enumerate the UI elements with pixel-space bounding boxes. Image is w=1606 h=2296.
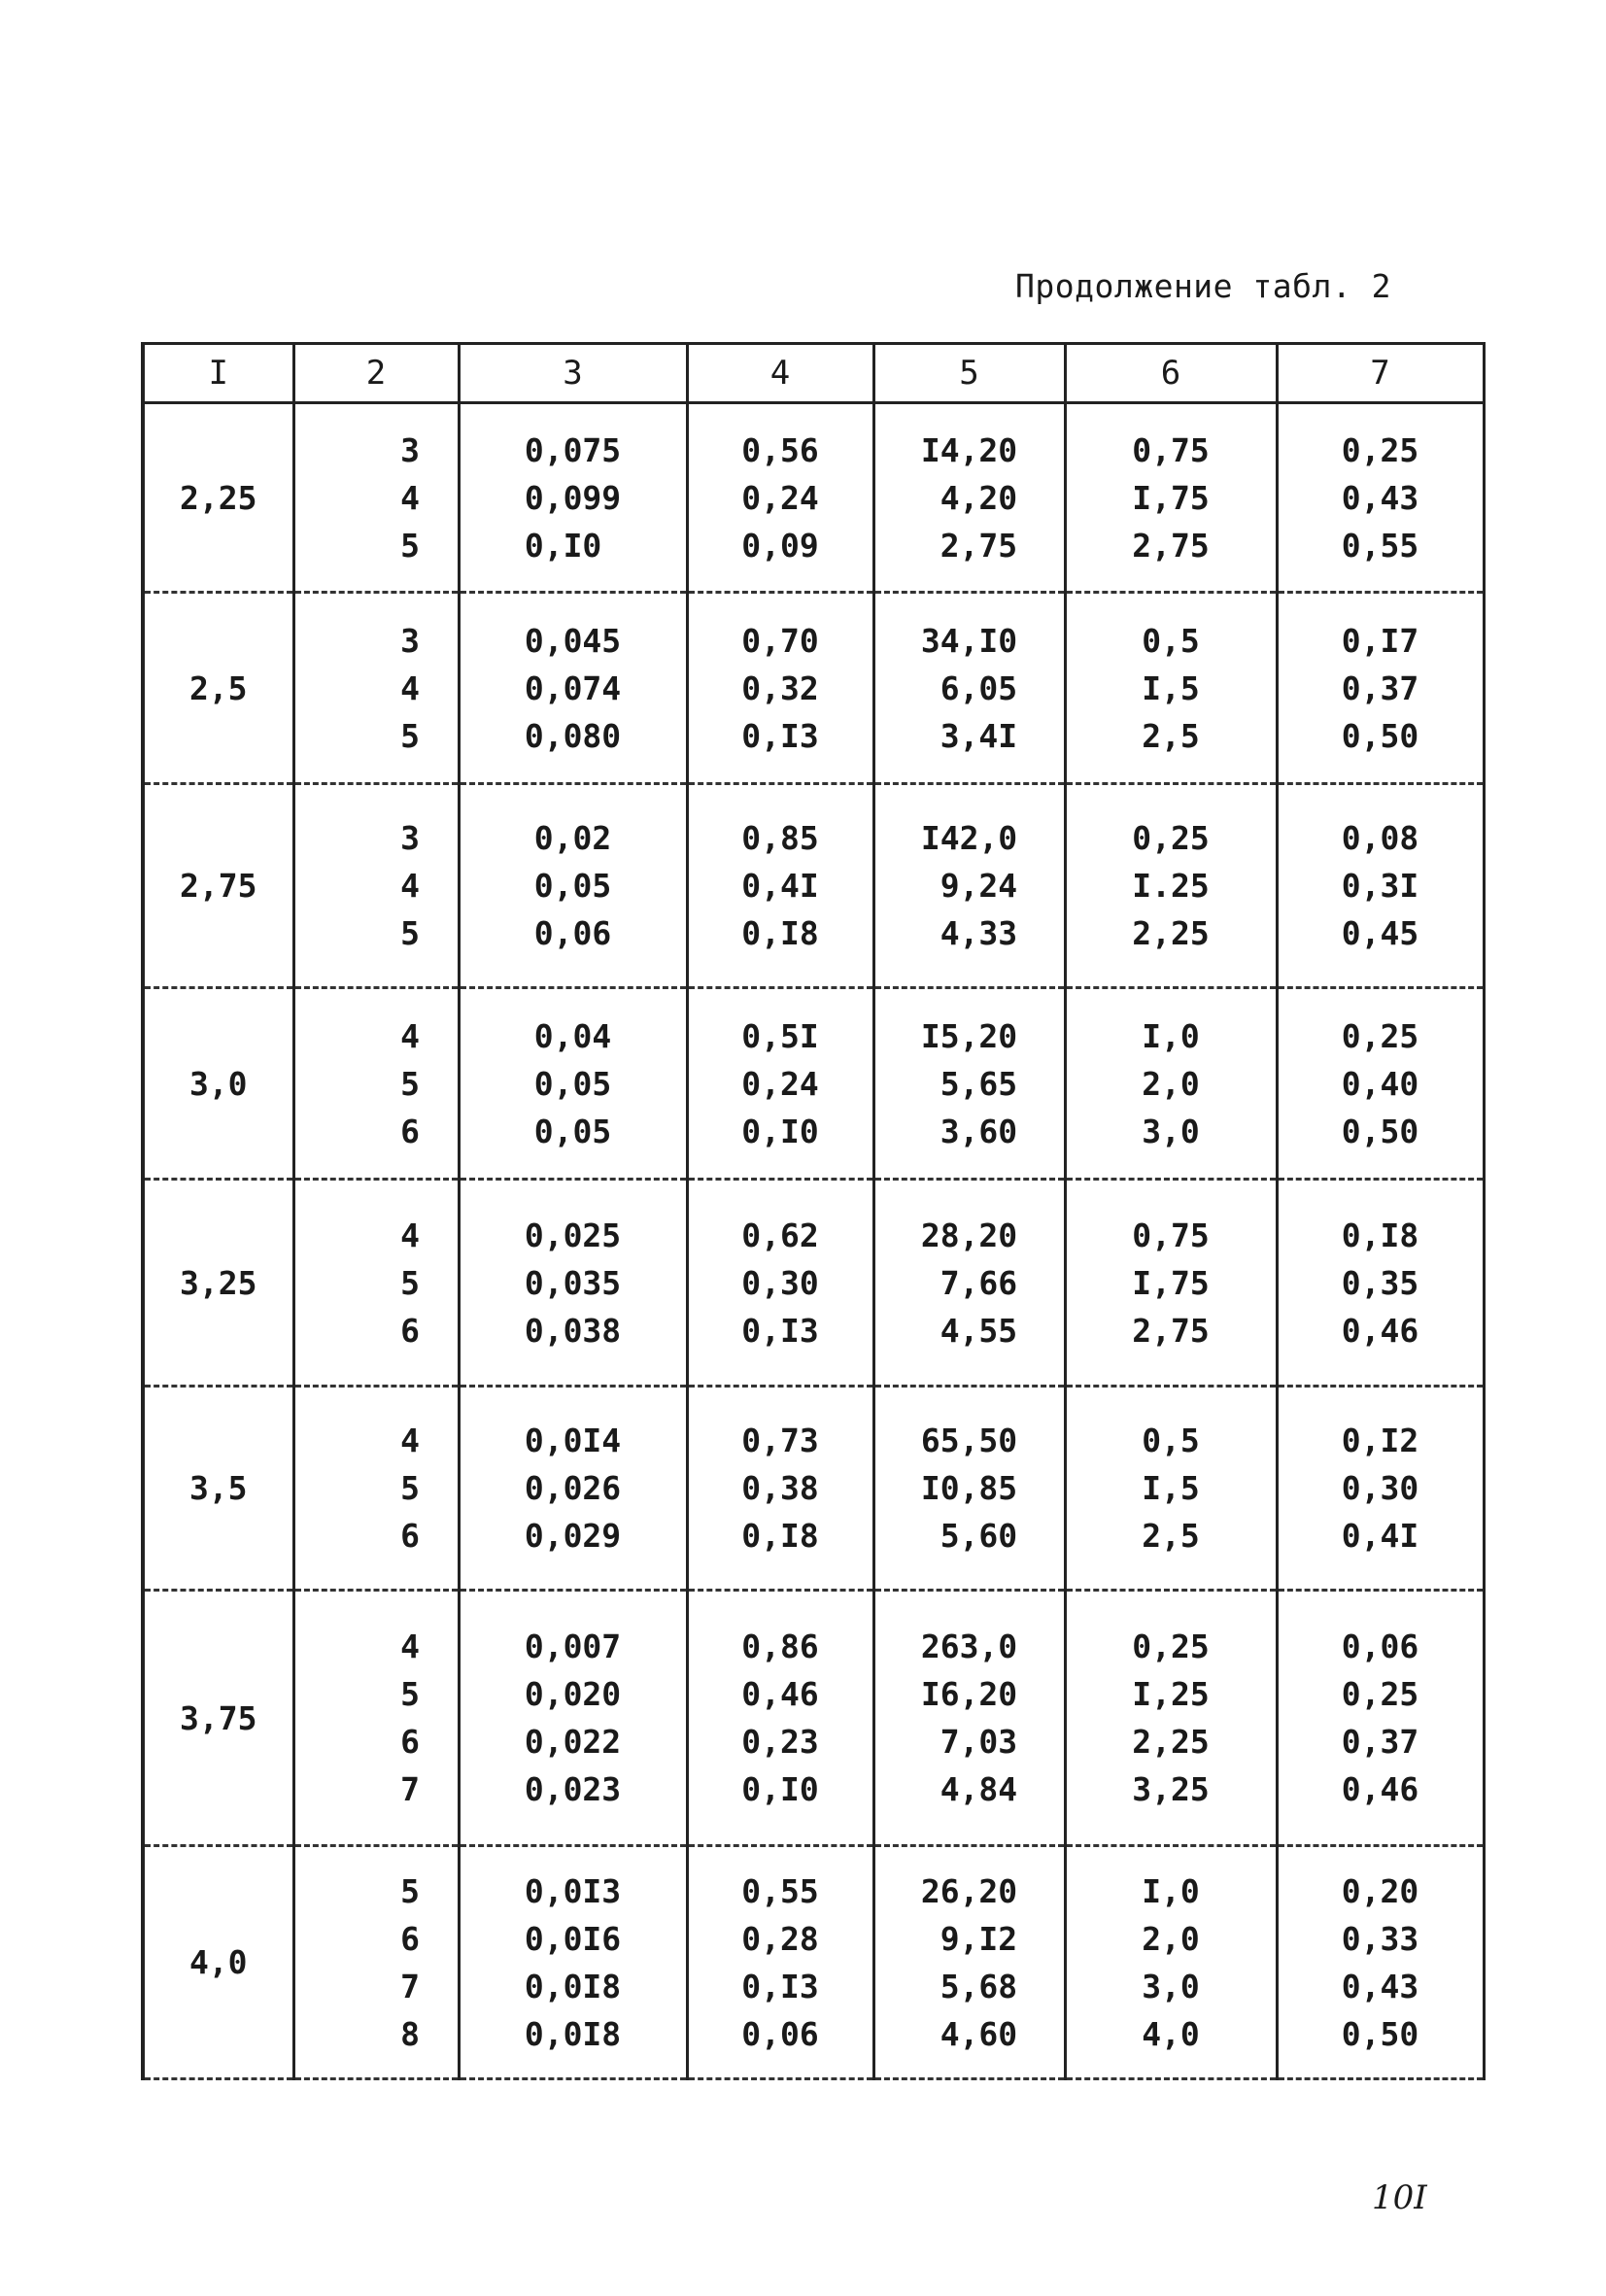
table-cell-col-5 [873,1180,1065,1387]
header-row [143,344,1484,403]
cell-values: 4 5 6 [400,1422,420,1555]
table-cell-col-1 [143,1180,293,1387]
table-cell-col-1 [143,784,293,988]
cell-values: 3,25 [180,1263,257,1302]
table-cell-col-2 [293,1387,459,1591]
table-row [143,988,1484,1180]
table-continuation-heading: Продолжение табл. 2 [1015,267,1391,305]
table-cell-col-6 [1065,1387,1277,1591]
column-header: 2 [293,344,459,403]
cell-values: I42,0 9,24 4,33 [920,819,1018,952]
cell-values: 34,I0 6,05 3,4I [920,621,1018,755]
cell-values: 3,0 [188,1064,248,1103]
cell-values: 0,025 0,035 0,038 [524,1216,622,1350]
cell-values: 2,25 [180,478,257,517]
table-cell-col-3 [459,1180,687,1387]
cell-values: 0,5 I,5 2,5 [1142,1422,1200,1555]
table-cell-col-4 [687,1846,873,2079]
cell-values: 0,70 0,32 0,I3 [741,621,819,755]
table-cell-col-4 [687,784,873,988]
cell-values: 0,5I 0,24 0,I0 [741,1016,819,1150]
cell-values: 0,75 I,75 2,75 [1132,1216,1210,1350]
table-row [143,1591,1484,1846]
cell-values: 0,56 0,24 0,09 [741,430,819,565]
table-row [143,403,1484,593]
cell-values: 0,55 0,28 0,I3 0,06 [741,1871,819,2053]
table-cell-col-4 [687,1387,873,1591]
data-table [141,342,1486,2080]
table-cell-col-5 [873,1846,1065,2079]
cell-values: 0,25 0,40 0,50 [1341,1016,1419,1150]
cell-values: 0,25 0,43 0,55 [1341,430,1419,565]
cell-values: 0,25 I.25 2,25 [1132,819,1210,952]
cell-values: 28,20 7,66 4,55 [920,1216,1018,1350]
table-cell-col-2 [293,593,459,784]
cell-values: 0,75 I,75 2,75 [1132,430,1210,565]
table-row [143,1180,1484,1387]
cell-values: 26,20 9,I2 5,68 4,60 [920,1871,1018,2053]
cell-values: 4,0 [188,1943,248,1981]
cell-values: 65,50 I0,85 5,60 [920,1422,1018,1555]
table-cell-col-5 [873,593,1065,784]
cell-values: I5,20 5,65 3,60 [920,1016,1018,1150]
table-cell-col-2 [293,1591,459,1846]
table-cell-col-3 [459,1846,687,2079]
cell-values: 3 4 5 [400,819,420,952]
table-cell-col-4 [687,988,873,1180]
column-header: 5 [873,344,1065,403]
page-number: 10Ι [1372,2178,1427,2217]
cell-values: 2,75 [180,867,257,905]
cell-values: 4 5 6 7 [400,1628,420,1808]
cell-values: 0,20 0,33 0,43 0,50 [1341,1871,1419,2053]
table-cell-col-1 [143,988,293,1180]
table-cell-col-7 [1277,1846,1484,2079]
table-cell-col-7 [1277,1387,1484,1591]
cell-values: 0,045 0,074 0,080 [524,621,622,755]
table-row [143,1387,1484,1591]
table-cell-col-7 [1277,1591,1484,1846]
cell-values: 0,I8 0,35 0,46 [1341,1216,1419,1350]
cell-values: 5 6 7 8 [400,1871,420,2053]
table-cell-col-3 [459,988,687,1180]
cell-values: 0,06 0,25 0,37 0,46 [1341,1628,1419,1808]
table-cell-col-4 [687,403,873,593]
cell-values: 0,62 0,30 0,I3 [741,1216,819,1350]
table-cell-col-4 [687,1591,873,1846]
cell-values: I,0 2,0 3,0 [1142,1016,1200,1150]
column-header: 4 [687,344,873,403]
table-cell-col-5 [873,1387,1065,1591]
table-cell-col-5 [873,403,1065,593]
table-cell-col-6 [1065,1591,1277,1846]
cell-values: 3 4 5 [400,621,420,755]
cell-values: 0,I7 0,37 0,50 [1341,621,1419,755]
table-cell-col-2 [293,1180,459,1387]
table-cell-col-7 [1277,784,1484,988]
table-cell-col-4 [687,1180,873,1387]
cell-values: 4 5 6 [400,1016,420,1150]
table-cell-col-6 [1065,403,1277,593]
cell-values: 263,0 I6,20 7,03 4,84 [920,1628,1018,1808]
table-cell-col-1 [143,1846,293,2079]
cell-values: 2,5 [188,668,248,707]
table-cell-col-6 [1065,1180,1277,1387]
table-cell-col-5 [873,988,1065,1180]
cell-values: 4 5 6 [400,1216,420,1350]
table-cell-col-2 [293,1846,459,2079]
column-header: 6 [1065,344,1277,403]
table-cell-col-1 [143,1387,293,1591]
table-cell-col-1 [143,593,293,784]
table-cell-col-2 [293,988,459,1180]
cell-values: 0,0I4 0,026 0,029 [524,1422,622,1555]
cell-values: 0,02 0,05 0,06 [533,819,612,952]
table-cell-col-2 [293,403,459,593]
cell-values: 3 4 5 [400,430,420,565]
table-row [143,784,1484,988]
column-header: I [143,344,293,403]
table-row [143,593,1484,784]
table-cell-col-7 [1277,988,1484,1180]
table-cell-col-7 [1277,593,1484,784]
table-cell-col-5 [873,1591,1065,1846]
table-cell-col-6 [1065,988,1277,1180]
cell-values: 0,85 0,4I 0,I8 [741,819,819,952]
cell-values: 3,5 [188,1469,248,1507]
table-cell-col-2 [293,784,459,988]
column-header: 7 [1277,344,1484,403]
cell-values: 0,86 0,46 0,23 0,I0 [741,1628,819,1808]
table-row [143,1846,1484,2079]
table-cell-col-6 [1065,784,1277,988]
cell-values: 0,25 I,25 2,25 3,25 [1132,1628,1210,1808]
cell-values: I4,20 4,20 2,75 [920,430,1018,565]
table-cell-col-3 [459,593,687,784]
table-cell-col-3 [459,1591,687,1846]
cell-values: 0,73 0,38 0,I8 [741,1422,819,1555]
cell-values: 0,5 I,5 2,5 [1142,621,1200,755]
table-cell-col-3 [459,1387,687,1591]
table-cell-col-6 [1065,1846,1277,2079]
table-cell-col-3 [459,403,687,593]
table-cell-col-3 [459,784,687,988]
table-cell-col-5 [873,784,1065,988]
table-cell-col-4 [687,593,873,784]
table-cell-col-1 [143,1591,293,1846]
table-cell-col-6 [1065,593,1277,784]
column-header: 3 [459,344,687,403]
cell-values: 0,0I3 0,0I6 0,0I8 0,0I8 [524,1871,622,2053]
cell-values: I,0 2,0 3,0 4,0 [1142,1871,1200,2053]
table-cell-col-7 [1277,403,1484,593]
table-cell-col-1 [143,403,293,593]
table-cell-col-7 [1277,1180,1484,1387]
cell-values: 0,04 0,05 0,05 [533,1016,612,1150]
cell-values: 0,I2 0,30 0,4I [1341,1422,1419,1555]
cell-values: 0,08 0,3I 0,45 [1341,819,1419,952]
cell-values: 0,007 0,020 0,022 0,023 [524,1628,622,1808]
cell-values: 0,075 0,099 0,I0 [524,430,622,565]
cell-values: 3,75 [180,1698,257,1737]
